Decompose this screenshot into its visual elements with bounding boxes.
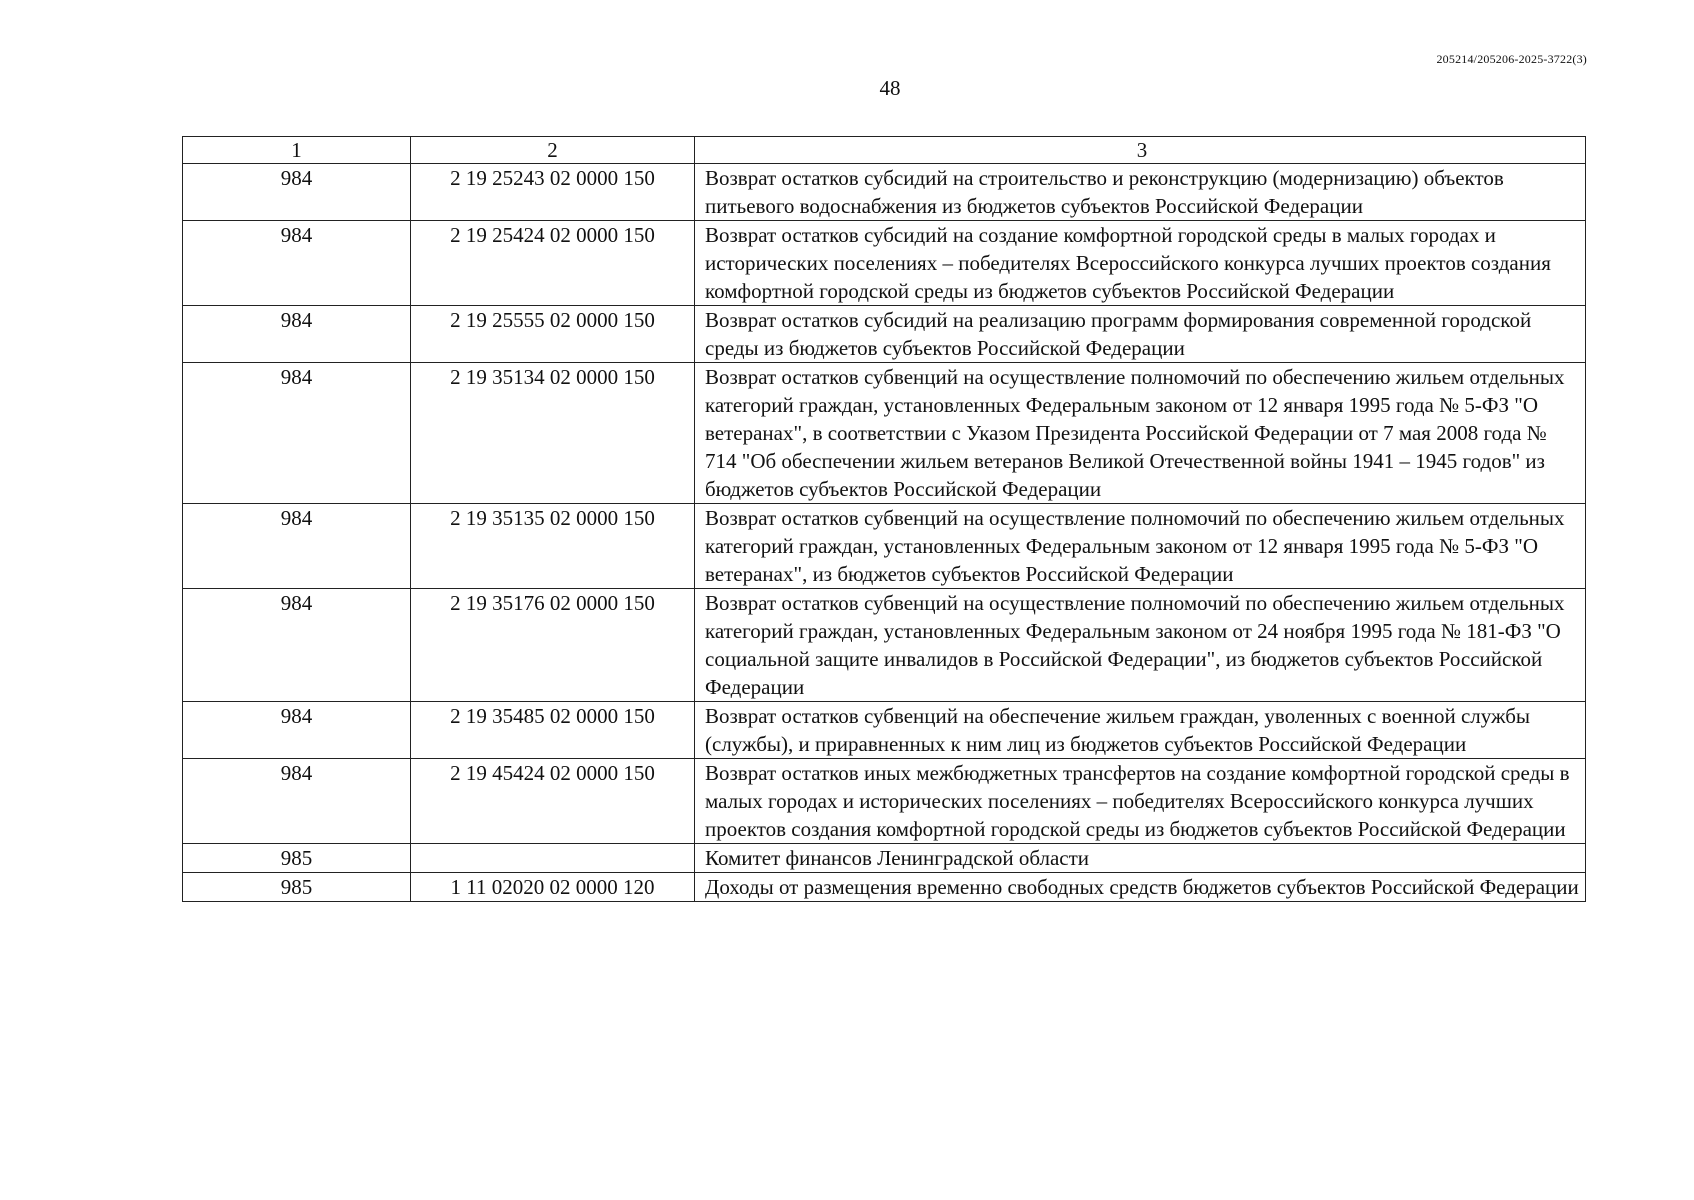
admin-code-cell: 984 bbox=[183, 221, 411, 306]
table-row bbox=[183, 363, 1586, 504]
budget-code-cell: 2 19 35135 02 0000 150 bbox=[411, 504, 695, 589]
table-header-row bbox=[183, 137, 1586, 164]
table-row bbox=[183, 702, 1586, 759]
table-row bbox=[183, 164, 1586, 221]
admin-code-cell: 984 bbox=[183, 759, 411, 844]
budget-code-cell bbox=[411, 844, 695, 873]
admin-code-cell: 984 bbox=[183, 164, 411, 221]
description-cell: Возврат остатков субвенций на осуществление полномочий по обеспечению жильем отдельных категорий граждан, установленных Федеральным законом от 24 ноября 1995 года № 181-ФЗ "О социальной защите инвалидов в Российской Федерации", из бюджетов субъектов Российской Федерации bbox=[695, 589, 1586, 702]
document-id: 205214/205206-2025-3722(3) bbox=[1436, 52, 1587, 66]
description-cell: Возврат остатков субсидий на реализацию программ формирования современной городской среды из бюджетов субъектов Российской Федерации bbox=[695, 306, 1586, 363]
description-cell: Возврат остатков субсидий на строительство и реконструкцию (модернизацию) объектов питьевого водоснабжения из бюджетов субъектов Российской Федерации bbox=[695, 164, 1586, 221]
admin-code-cell: 984 bbox=[183, 589, 411, 702]
description-cell: Доходы от размещения временно свободных средств бюджетов субъектов Российской Федерации bbox=[695, 873, 1586, 902]
admin-code-cell: 984 bbox=[183, 306, 411, 363]
admin-code-cell: 984 bbox=[183, 504, 411, 589]
table-row bbox=[183, 221, 1586, 306]
column-header-2: 2 bbox=[411, 137, 695, 164]
table-row bbox=[183, 759, 1586, 844]
table-row bbox=[183, 504, 1586, 589]
table-row bbox=[183, 844, 1586, 873]
table-row bbox=[183, 306, 1586, 363]
admin-code-cell: 985 bbox=[183, 844, 411, 873]
budget-code-cell: 2 19 25243 02 0000 150 bbox=[411, 164, 695, 221]
budget-code-cell: 1 11 02020 02 0000 120 bbox=[411, 873, 695, 902]
budget-code-cell: 2 19 45424 02 0000 150 bbox=[411, 759, 695, 844]
description-cell: Комитет финансов Ленинградской области bbox=[695, 844, 1586, 873]
description-cell: Возврат остатков субвенций на осуществление полномочий по обеспечению жильем отдельных категорий граждан, установленных Федеральным законом от 12 января 1995 года № 5-ФЗ "О ветеранах", в соответствии с Указом Президента Российской Федерации от 7 мая 2008 года № 714 "Об обеспечении жильем ветеранов Великой Отечественной войны 1941 – 1945 годов" из бюджетов субъектов Российской Федерации bbox=[695, 363, 1586, 504]
admin-code-cell: 985 bbox=[183, 873, 411, 902]
budget-code-cell: 2 19 25555 02 0000 150 bbox=[411, 306, 695, 363]
table-row bbox=[183, 873, 1586, 902]
budget-code-cell: 2 19 35485 02 0000 150 bbox=[411, 702, 695, 759]
budget-code-cell: 2 19 35134 02 0000 150 bbox=[411, 363, 695, 504]
description-cell: Возврат остатков субвенций на осуществление полномочий по обеспечению жильем отдельных категорий граждан, установленных Федеральным законом от 12 января 1995 года № 5-ФЗ "О ветеранах", из бюджетов субъектов Российской Федерации bbox=[695, 504, 1586, 589]
page-number: 48 bbox=[879, 76, 901, 100]
budget-code-cell: 2 19 25424 02 0000 150 bbox=[411, 221, 695, 306]
admin-code-cell: 984 bbox=[183, 702, 411, 759]
budget-code-cell: 2 19 35176 02 0000 150 bbox=[411, 589, 695, 702]
description-cell: Возврат остатков субвенций на обеспечение жильем граждан, уволенных с военной службы (службы), и приравненных к ним лиц из бюджетов субъектов Российской Федерации bbox=[695, 702, 1586, 759]
description-cell: Возврат остатков иных межбюджетных трансфертов на создание комфортной городской среды в малых городах и исторических поселениях – победителях Всероссийского конкурса лучших проектов создания комфортной городской среды из бюджетов субъектов Российской Федерации bbox=[695, 759, 1586, 844]
table-row bbox=[183, 589, 1586, 702]
column-header-3: 3 bbox=[695, 137, 1586, 164]
column-header-1: 1 bbox=[183, 137, 411, 164]
description-cell: Возврат остатков субсидий на создание комфортной городской среды в малых городах и исторических поселениях – победителях Всероссийского конкурса лучших проектов создания комфортной городской среды из бюджетов субъектов Российской Федерации bbox=[695, 221, 1586, 306]
admin-code-cell: 984 bbox=[183, 363, 411, 504]
budget-codes-table bbox=[182, 136, 1586, 902]
